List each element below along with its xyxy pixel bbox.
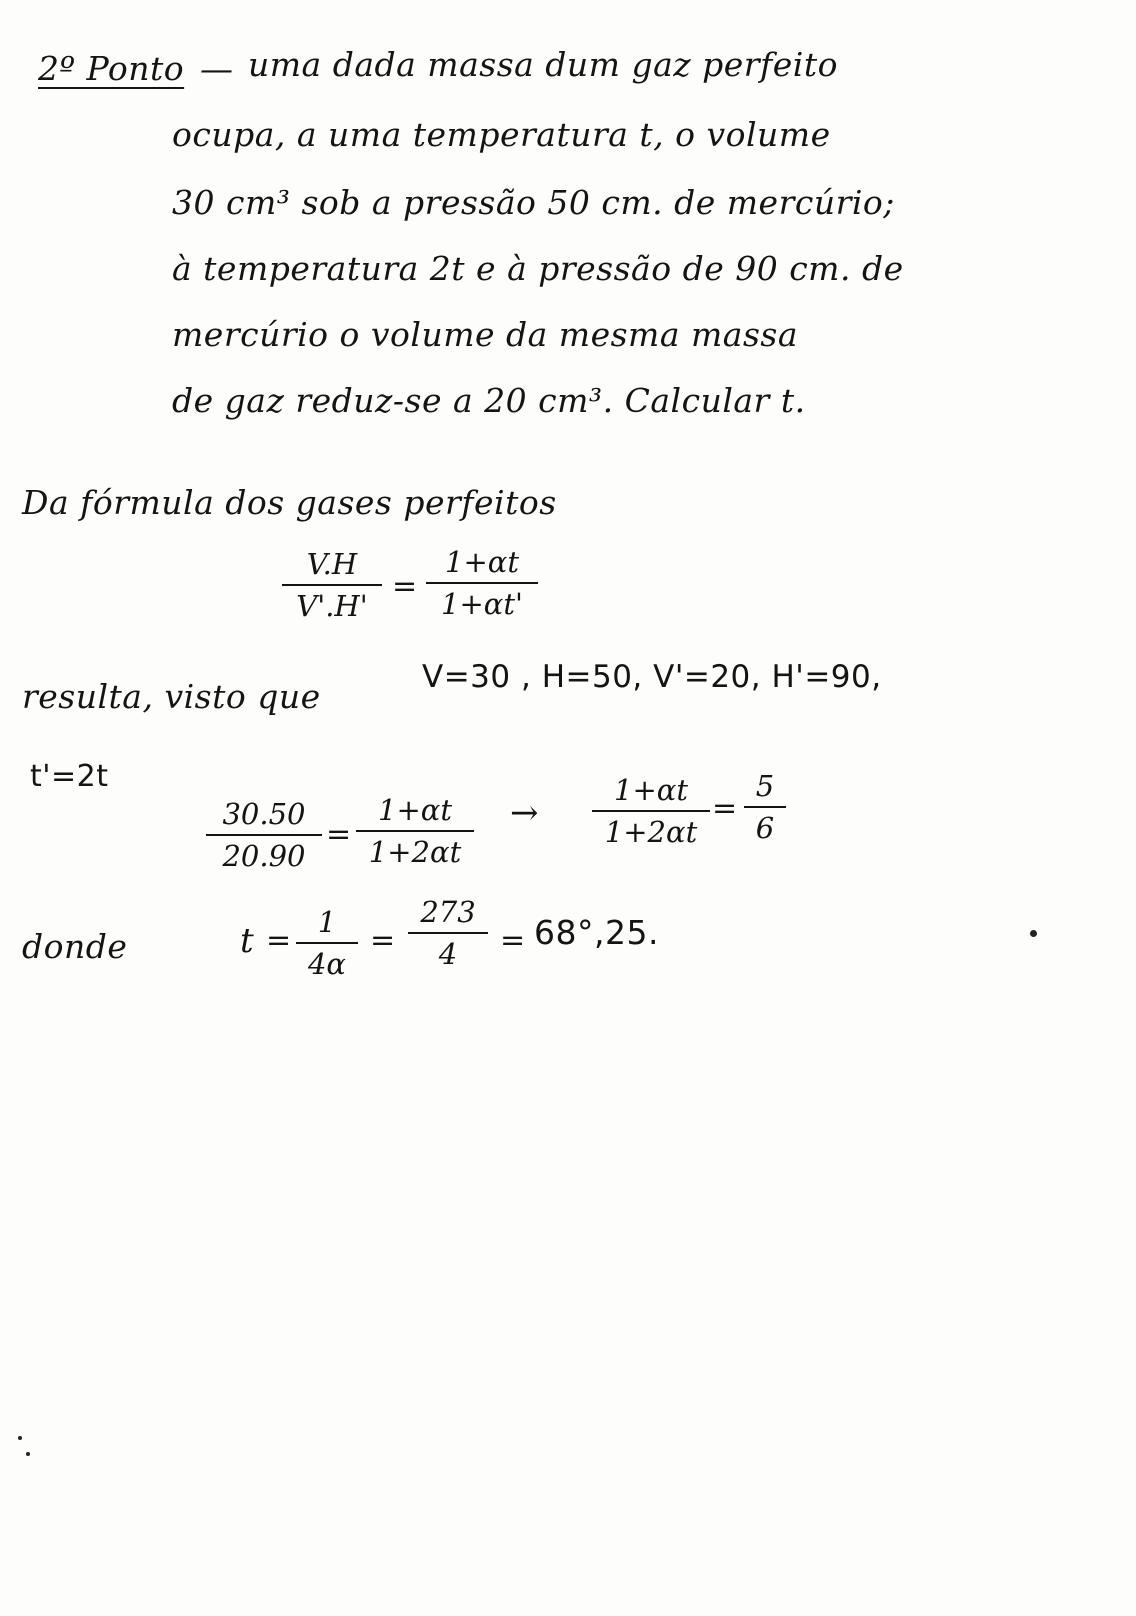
step1-value-denominator: 6: [755, 811, 775, 845]
formula-left-denominator: V'.H': [296, 589, 368, 623]
formula-right-numerator: 1+αt: [426, 548, 538, 584]
heading-dash: —: [200, 49, 234, 88]
step1-equals-2: =: [712, 791, 738, 826]
step1-result-denominator: 1+2αt: [604, 815, 698, 849]
step1-left-fraction: [206, 797, 322, 873]
result-numerator-1: 1: [296, 908, 358, 944]
formula-equals: =: [392, 569, 418, 604]
step1-right-fraction: [356, 793, 474, 869]
problem-line-5: mercúrio o volume da mesma massa: [172, 315, 799, 354]
formula-left-numerator: V.H: [282, 550, 382, 586]
step1-value-numerator: 5: [744, 772, 786, 808]
problem-line-4: à temperatura 2t e à pressão de 90 cm. de: [172, 249, 904, 288]
result-equals-2: =: [370, 923, 396, 958]
result-t-label: t: [240, 921, 254, 961]
step1-arrow: →: [510, 793, 539, 833]
given-values: V=30 , H=50, V'=20, H'=90,: [422, 659, 882, 695]
scan-speck: [26, 1452, 30, 1456]
step1-left-numerator: 30.50: [206, 800, 322, 836]
result-numerator-2: 273: [408, 898, 488, 934]
step1-result-numerator: 1+αt: [592, 776, 710, 812]
step1-right-numerator: 1+αt: [356, 796, 474, 832]
problem-line-1: uma dada massa dum gaz perfeito: [248, 45, 838, 84]
result-equals-1: =: [266, 923, 292, 958]
result-fraction-1: [296, 905, 358, 981]
result-equals-3: =: [500, 923, 526, 958]
formula-right-denominator: 1+αt': [441, 587, 523, 621]
step1-left-denominator: 20.90: [222, 839, 306, 873]
step1-right-denominator: 1+2αt: [368, 835, 462, 869]
problem-line-3: 30 cm³ sob a pressão 50 cm. de mercúrio;: [172, 183, 895, 222]
t-prime-relation: t'=2t: [30, 759, 109, 794]
result-denominator-2: 4: [438, 937, 458, 971]
result-fraction-2: [408, 895, 488, 971]
step1-value-fraction: [744, 769, 786, 845]
problem-line-2: ocupa, a uma temperatura t, o volume: [172, 115, 831, 154]
problem-heading: 2º Ponto: [38, 49, 185, 88]
scan-speck: [1030, 930, 1037, 937]
result-denominator-1: 4α: [307, 947, 347, 981]
scan-speck: [18, 1436, 22, 1440]
solution-intro: Da fórmula dos gases perfeitos: [22, 483, 557, 522]
result-value: 68°,25.: [534, 913, 659, 952]
step1-equals: =: [326, 817, 352, 852]
formula-left-fraction: [282, 547, 382, 623]
step1-result-fraction: [592, 773, 710, 849]
formula-right-fraction: [426, 545, 538, 621]
result-prefix: donde: [22, 927, 128, 966]
problem-line-6: de gaz reduz-se a 20 cm³. Calcular t.: [172, 381, 806, 420]
given-prefix: resulta, visto que: [22, 677, 321, 716]
